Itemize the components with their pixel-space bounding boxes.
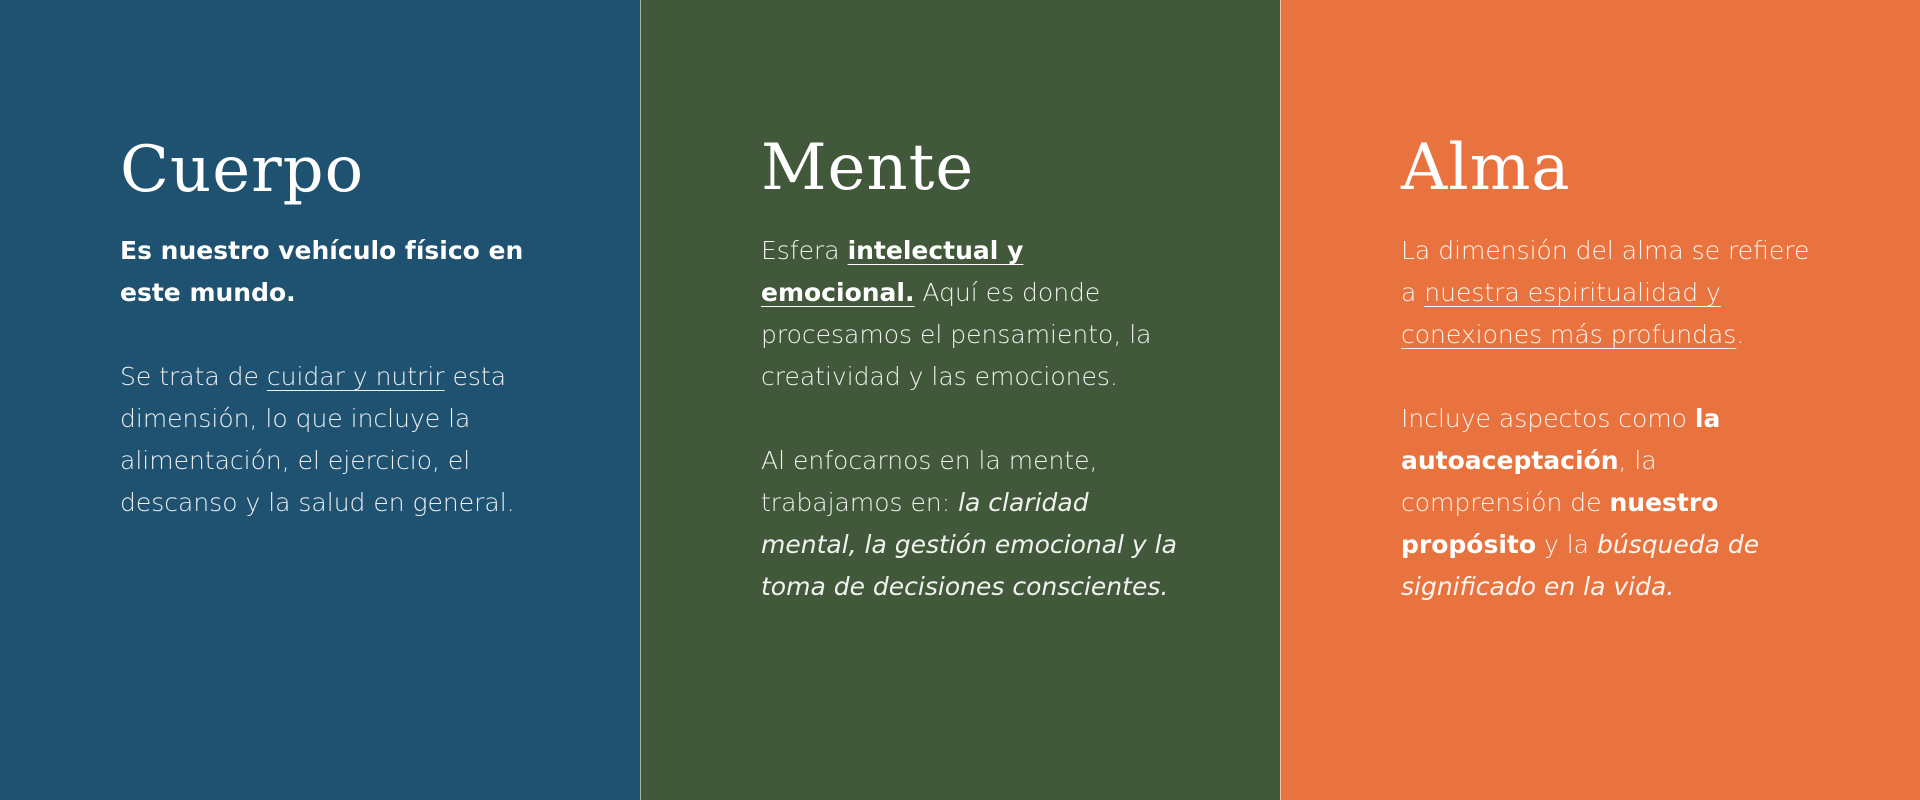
alma-p2-pre: Incluye aspectos como — [1401, 404, 1695, 433]
cuerpo-p2-pre: Se trata de — [120, 362, 267, 391]
alma-p2-mid-1: , la comprensión de — [1401, 446, 1657, 517]
cuerpo-content — [120, 133, 550, 524]
mente-p2-pre: Al enfocarnos en la mente, trabajamos en: — [761, 446, 1098, 517]
alma-paragraph-1 — [1401, 230, 1821, 356]
alma-paragraph-2 — [1401, 398, 1821, 608]
mente-paragraph-2 — [761, 440, 1181, 608]
cuerpo-p2-post: esta dimensión, lo que incluye la alimentación, el ejercicio, el descanso y la salud en general. — [120, 362, 515, 517]
alma-p2-bold-1: la autoaceptación — [1401, 404, 1721, 475]
alma-p2-bold-2: nuestro propósito — [1401, 488, 1719, 559]
mente-title: Mente — [761, 131, 975, 205]
mente-p1-pre: Esfera — [761, 236, 848, 265]
alma-p2-italic: búsqueda de significado en la vida. — [1401, 530, 1760, 601]
alma-p1-pre: La dimensión del alma se refiere a — [1401, 236, 1810, 307]
cuerpo-paragraph — [120, 356, 550, 524]
alma-panel — [1280, 0, 1920, 800]
mente-paragraph-1 — [761, 230, 1181, 398]
mente-link-intelectual[interactable]: intelectual y emocional. — [761, 236, 1024, 307]
cuerpo-title: Cuerpo — [120, 133, 365, 207]
alma-p1-post: . — [1736, 320, 1745, 349]
mente-panel — [640, 0, 1280, 800]
alma-content — [1401, 131, 1821, 608]
alma-link-espiritualidad[interactable]: nuestra espiritualidad y conexiones más profundas — [1401, 278, 1737, 349]
mente-p1-post: Aquí es donde procesamos el pensamiento, la creatividad y las emociones. — [761, 278, 1152, 391]
cuerpo-panel — [0, 0, 640, 800]
alma-p2-mid-2: y la — [1536, 530, 1597, 559]
cuerpo-link-cuidar[interactable]: cuidar y nutrir — [266, 362, 445, 391]
alma-title: Alma — [1401, 131, 1571, 205]
cuerpo-lead: Es nuestro vehículo físico en este mundo. — [120, 236, 524, 307]
mente-p2-italic: la claridad mental, la gestión emocional y la toma de decisiones conscientes. — [761, 488, 1177, 601]
mente-content — [761, 131, 1181, 608]
